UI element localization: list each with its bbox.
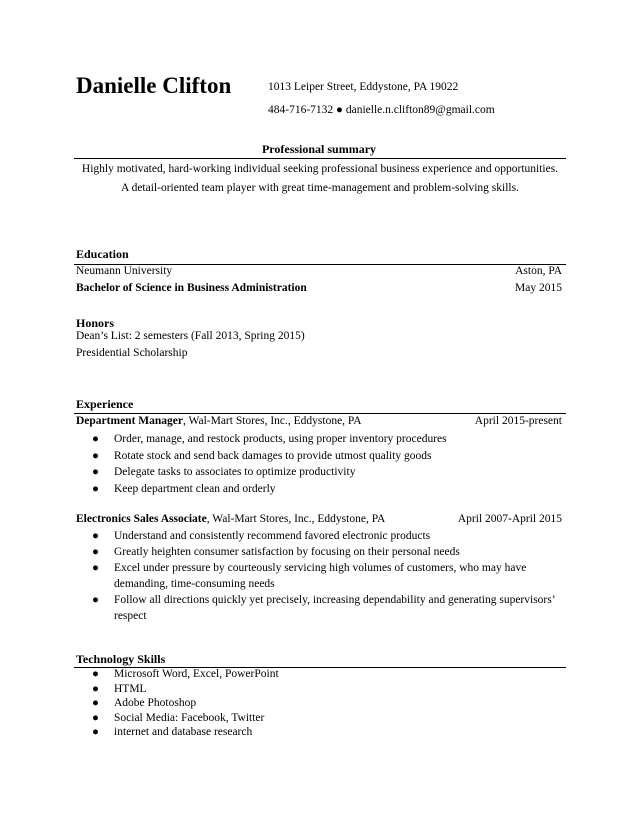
bullet-icon: ● (92, 449, 99, 462)
honor-item: Dean’s List: 2 semesters (Fall 2013, Spring 2015) (76, 330, 305, 342)
job-duties-list (92, 431, 564, 498)
job-employer: , Wal-Mart Stores, Inc., Eddystone, PA (206, 513, 386, 525)
bullet-icon: ● (92, 530, 99, 542)
summary-text: Highly motivated, hard-working individual seeking professional business experience and opportunities. A detail-oriented team player with great time-management and problem-solving skills. (81, 163, 559, 194)
job-duties-list (92, 528, 564, 624)
bullet-icon: ● (92, 433, 99, 445)
list-item: ● Order, manage, and restock products, using proper inventory procedures (92, 431, 564, 448)
technology-heading: Technology Skills (76, 652, 166, 666)
address: 1013 Leiper Street, Eddystone, PA 19022 (268, 81, 459, 93)
list-item: ● Social Media: Facebook, Twitter (92, 711, 265, 724)
job-employer: , Wal-Mart Stores, Inc., Eddystone, PA (182, 415, 362, 427)
skills-list (92, 667, 564, 740)
list-item: ● Greatly heighten consumer satisfaction by focusing on their personal needs (92, 546, 460, 558)
bullet-icon: ● (92, 668, 99, 680)
list-item: ● Microsoft Word, Excel, PowerPoint (92, 668, 279, 680)
bullet-icon: ● (92, 483, 99, 496)
contact-line: 484-716-7132 ● danielle.n.clifton89@gmail.com (268, 104, 495, 116)
summary-divider (74, 158, 566, 159)
list-item: ● Understand and consistently recommend favored electronic products (92, 530, 431, 542)
bullet-icon: ● (92, 466, 99, 479)
bullet-icon: ● (92, 682, 99, 695)
job-role: Electronics Sales Associate (76, 513, 207, 525)
candidate-name: Danielle Clifton (76, 73, 232, 98)
list-item: ● Follow all directions quickly yet precisely, increasing dependability and generating supervisors’ respect (92, 594, 555, 622)
bullet-icon: ● (92, 697, 99, 710)
list-item: ● internet and database research (92, 726, 253, 739)
job-dates: April 2015-present (474, 415, 562, 427)
list-item: ● Rotate stock and send back damages to provide utmost quality goods (92, 448, 564, 465)
school-location: Aston, PA (515, 265, 562, 277)
degree-date: May 2015 (515, 282, 562, 294)
bullet-icon: ● (92, 546, 99, 558)
education-heading: Education (76, 247, 129, 261)
job-role: Department Manager (76, 415, 183, 427)
bullet-icon: ● (92, 562, 99, 574)
list-item: ● Excel under pressure by courteously servicing high volumes of customers, who may have demanding, time-consuming needs (92, 562, 527, 590)
bullet-icon: ● (92, 711, 99, 724)
experience-divider (74, 413, 566, 414)
school-name: Neumann University (76, 265, 173, 277)
honors-heading: Honors (76, 316, 115, 330)
job-dates: April 2007-April 2015 (457, 513, 562, 525)
job-title-line (76, 513, 385, 525)
summary-heading: Professional summary (261, 142, 377, 156)
degree: Bachelor of Science in Business Administration (76, 282, 307, 294)
experience-heading: Experience (76, 397, 134, 411)
list-item: ● HTML (92, 682, 147, 695)
bullet-icon: ● (92, 726, 99, 739)
list-item: ● Keep department clean and orderly (92, 481, 564, 498)
bullet-icon: ● (92, 594, 99, 606)
list-item: ● Delegate tasks to associates to optimize productivity (92, 464, 564, 481)
list-item: ● Adobe Photoshop (92, 697, 197, 710)
honor-item: Presidential Scholarship (76, 347, 188, 359)
job-title-line (76, 415, 362, 427)
